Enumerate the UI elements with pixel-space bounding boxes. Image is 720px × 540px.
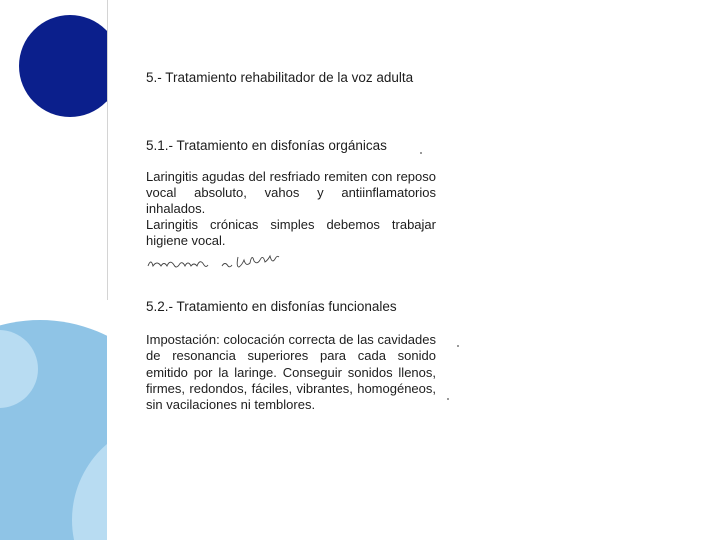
- paragraph-line: Laringitis crónicas simples debemos trabajar higiene vocal.: [146, 217, 436, 248]
- slide-decoration: [0, 0, 107, 540]
- handwritten-note: [146, 251, 286, 273]
- dark-blue-circle: [19, 15, 107, 117]
- section-heading-organic: 5.1.- Tratamiento en disfonías orgánicas: [146, 138, 387, 153]
- vertical-divider: [107, 0, 108, 300]
- main-heading: 5.- Tratamiento rehabilitador de la voz adulta: [146, 70, 414, 85]
- scan-speck: [457, 345, 459, 347]
- paragraph-line: Laringitis agudas del resfriado remiten con reposo vocal absoluto, vahos y antiinflamatorios inhalados.: [146, 169, 436, 216]
- organic-paragraph: [146, 169, 436, 249]
- section-heading-functional: 5.2.- Tratamiento en disfonías funcionales: [146, 299, 397, 314]
- scan-speck: [420, 152, 422, 154]
- functional-paragraph: Impostación: colocación correcta de las cavidades de resonancia superiores para cada sonido emitido por la laringe. Conseguir sonidos llenos, firmes, redondos, fáciles, vibrantes, homogéneos, sin vacilaciones ni temblores.: [146, 332, 436, 413]
- scan-speck: [447, 398, 449, 400]
